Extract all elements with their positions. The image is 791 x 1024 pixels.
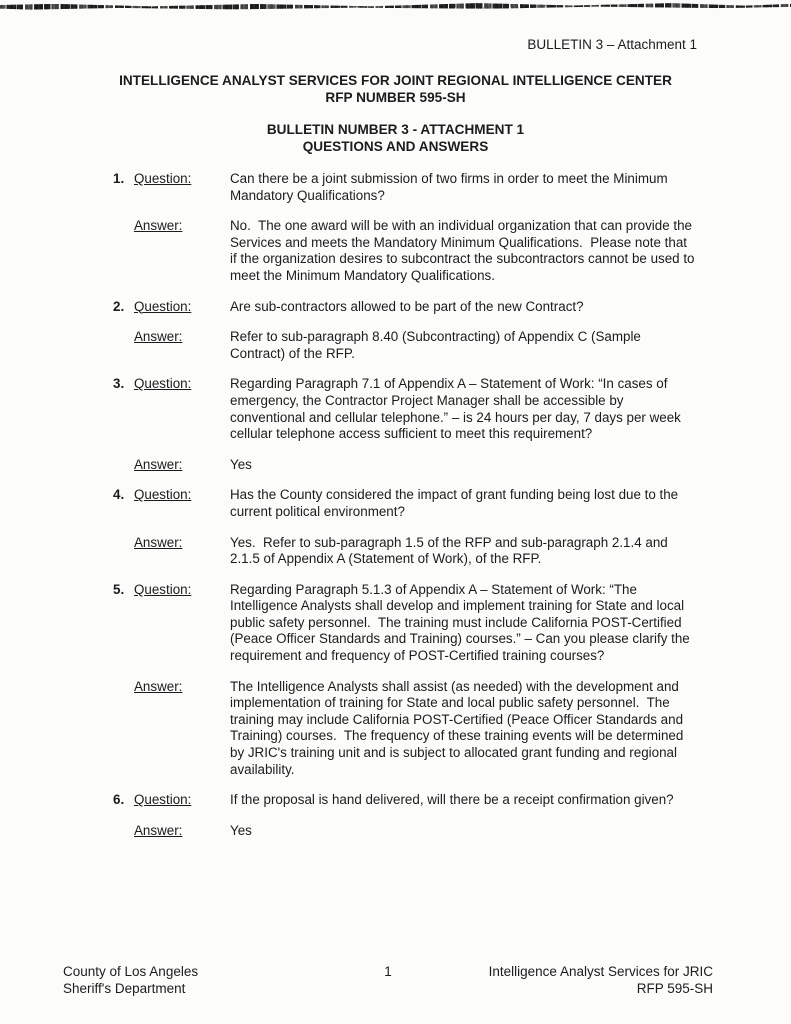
answer-text: The Intelligence Analysts shall assist (as needed) with the development and implementation of training for State and local public safety personnel. The training may include California POST-Certified (Peace Officer Standards and Training) courses. The frequency of these training events will be determined by JRIC's training unit and is subject to allocated grant funding and regional availability. bbox=[230, 678, 688, 777]
qa-item-6-answer-row bbox=[113, 823, 698, 840]
qa-item-4-question-row bbox=[113, 487, 698, 520]
answer-label: Answer: bbox=[134, 218, 183, 234]
question-number: 6. bbox=[113, 792, 125, 808]
page-number: 1 bbox=[384, 964, 392, 979]
question-number: 4. bbox=[113, 487, 125, 503]
question-text: Are sub-contractors allowed to be part of the new Contract? bbox=[230, 298, 584, 314]
answer-text: Yes bbox=[230, 822, 252, 838]
subtitle-line-1: BULLETIN NUMBER 3 - ATTACHMENT 1 bbox=[266, 122, 525, 137]
answer-text: No. The one award will be with an individual organization that can provide the Services and meets the Mandatory Minimum Qualifications. Please note that if the organization desires to subcontract the subcontractors cannot be used to meet the Minimum Mandatory Qualifications. bbox=[230, 218, 699, 283]
qa-item-1-answer-row bbox=[113, 218, 698, 284]
qa-item-5-answer-row bbox=[113, 679, 698, 779]
bulletin-attachment-tag: BULLETIN 3 – Attachment 1 bbox=[527, 37, 697, 52]
question-number: 1. bbox=[113, 171, 125, 186]
spacer bbox=[113, 823, 134, 840]
qa-item-4-answer-row bbox=[113, 535, 698, 568]
question-label: Question: bbox=[134, 171, 192, 186]
qa-item-6-question-row bbox=[113, 792, 698, 809]
footer-agency bbox=[63, 963, 358, 997]
answer-label: Answer: bbox=[134, 329, 183, 345]
qa-item-2-question-row bbox=[113, 299, 698, 316]
question-text: Has the County considered the impact of grant funding being lost due to the current political environment? bbox=[230, 487, 682, 519]
page-footer bbox=[63, 963, 713, 997]
spacer bbox=[113, 329, 134, 362]
answer-text: Yes bbox=[230, 456, 252, 472]
document-title bbox=[0, 72, 791, 106]
qa-item-5-question-row bbox=[113, 582, 698, 665]
footer-rfp-reference bbox=[418, 963, 713, 997]
qa-item-1-question-row bbox=[113, 171, 698, 204]
spacer bbox=[113, 457, 134, 474]
subtitle-line-2: QUESTIONS AND ANSWERS bbox=[302, 139, 489, 154]
qa-item-3-question-row bbox=[113, 376, 698, 442]
answer-label: Answer: bbox=[134, 678, 183, 694]
document-subtitle bbox=[0, 121, 791, 155]
question-label: Question: bbox=[134, 487, 192, 503]
qa-item-2-answer-row bbox=[113, 329, 698, 362]
question-answer-list bbox=[113, 171, 698, 853]
question-text: Regarding Paragraph 7.1 of Appendix A – Statement of Work: “In cases of emergency, the Contractor Project Manager shall be accessible by conventional and cellular telephone.” – is 24 hours per day, 7 days per week cellular telephone access sufficient to meet this requirement? bbox=[230, 376, 685, 442]
answer-label: Answer: bbox=[134, 822, 183, 838]
answer-label: Answer: bbox=[134, 456, 183, 472]
question-text: Regarding Paragraph 5.1.3 of Appendix A – Statement of Work: “The Intelligence Analysts shall develop and implement training for State and local public safety personnel. The training must include California POST-Certified (Peace Officer Standards and Training) courses.” – Can you please clarify the requirement and frequency of POST-Certified training courses? bbox=[230, 581, 694, 664]
question-number: 2. bbox=[113, 298, 125, 314]
answer-text: Yes. Refer to sub-paragraph 1.5 of the RFP and sub-paragraph 2.1.4 and 2.1.5 of Appendix A (Statement of Work), of the RFP. bbox=[230, 534, 672, 567]
spacer bbox=[113, 218, 134, 284]
footer-agency-line-1: County of Los Angeles bbox=[63, 964, 199, 979]
scan-artifact-top-edge bbox=[0, 2, 791, 10]
spacer bbox=[113, 535, 134, 568]
question-label: Question: bbox=[134, 581, 192, 597]
qa-item-3-answer-row bbox=[113, 457, 698, 474]
question-label: Question: bbox=[134, 298, 192, 314]
footer-rfp-line-2: RFP 595-SH bbox=[636, 981, 713, 996]
question-text: If the proposal is hand delivered, will there be a receipt confirmation given? bbox=[230, 792, 674, 808]
answer-label: Answer: bbox=[134, 534, 183, 550]
footer-agency-line-2: Sheriff's Department bbox=[63, 981, 186, 996]
question-number: 3. bbox=[113, 376, 125, 392]
question-text: Can there be a joint submission of two firms in order to meet the Minimum Mandatory Qualifications? bbox=[230, 171, 672, 203]
question-label: Question: bbox=[134, 792, 192, 808]
answer-text: Refer to sub-paragraph 8.40 (Subcontracting) of Appendix C (Sample Contract) of the RFP. bbox=[230, 329, 645, 361]
question-label: Question: bbox=[134, 376, 192, 392]
spacer bbox=[113, 679, 134, 779]
title-line-2: RFP NUMBER 595-SH bbox=[325, 90, 466, 105]
title-line-1: INTELLIGENCE ANALYST SERVICES FOR JOINT REGIONAL INTELLIGENCE CENTER bbox=[119, 73, 672, 88]
question-number: 5. bbox=[113, 581, 125, 597]
footer-rfp-line-1: Intelligence Analyst Services for JRIC bbox=[488, 964, 713, 979]
